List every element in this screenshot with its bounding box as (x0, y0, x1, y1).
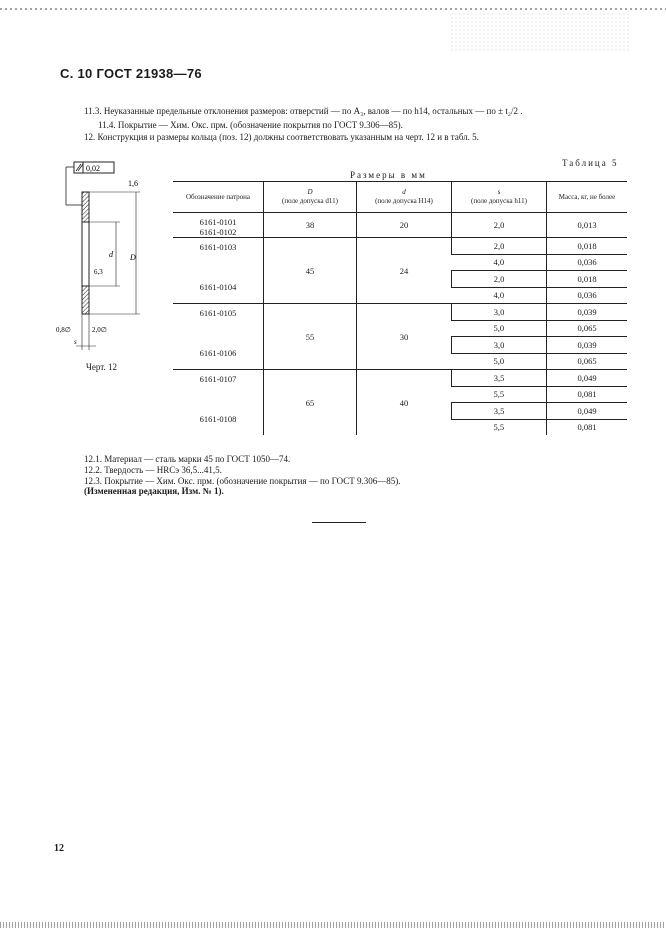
mass-cell: 0,065 (547, 320, 628, 337)
designation-cell: 6161-0106 (173, 337, 264, 370)
scan-noise-bottom (0, 922, 666, 928)
page-number: 12 (54, 843, 64, 854)
ring-section-bottom (82, 286, 89, 314)
dim-s-label: s (74, 338, 77, 346)
s-cell: 5,0 (452, 353, 547, 370)
header-d: d (поле допуска H14) (357, 182, 452, 213)
note-12-3: 12.3. Покрытие — Хим. Окс. прм. (обозначение покрытия — по ГОСТ 9.306—85). (84, 476, 401, 486)
header-designation: Обозначение патрона (173, 182, 264, 213)
tolerance-value: 0,02 (86, 164, 100, 173)
mass-cell: 0,049 (547, 403, 628, 420)
d-cell: 24 (357, 238, 452, 304)
designation-cell: 6161-0107 (199, 374, 237, 384)
mass-cell: 0,065 (547, 353, 628, 370)
s-cell: 3,5 (452, 370, 547, 387)
designation-cell: 6161-0101 6161-0102 (173, 213, 264, 238)
chamfer-left: 0,8∅ (56, 326, 71, 334)
mass-cell: 0,013 (547, 213, 628, 238)
mass-cell: 0,039 (547, 337, 628, 354)
s-cell: 2,0 (452, 238, 547, 255)
s-cell: 3,5 (452, 403, 547, 420)
paragraph-11-4: 11.4. Покрытие — Хим. Окс. прм. (обозначение покрытия по ГОСТ 9.306—85). (98, 120, 403, 130)
dim-d-label: d (109, 250, 113, 259)
dim-top-value: 1,6 (128, 179, 138, 188)
table-label: Таблица 5 (562, 158, 619, 168)
D-cell: 55 (264, 304, 357, 370)
d-cell: 40 (357, 370, 452, 436)
mass-cell: 0,081 (547, 386, 628, 403)
s-cell: 3,0 (452, 337, 547, 354)
designation-cell: 6161-0105 (199, 308, 237, 318)
drawing-caption: Черт. 12 (86, 362, 117, 372)
s-cell: 4,0 (452, 287, 547, 304)
s-cell: 2,0 (452, 271, 547, 288)
s-cell: 2,0 (452, 213, 547, 238)
mass-cell: 0,018 (547, 271, 628, 288)
edition-note: (Измененная редакция, Изм. № 1). (84, 486, 224, 496)
header-D: D (поле допуска d11) (264, 182, 357, 213)
D-cell: 38 (264, 213, 357, 238)
table-5 (173, 181, 627, 435)
s-cell: 4,0 (452, 254, 547, 271)
mass-cell: 0,039 (547, 304, 628, 321)
page-header: С. 10 ГОСТ 21938—76 (60, 66, 202, 81)
roughness-value: 6,3 (94, 268, 103, 276)
s-cell: 5,0 (452, 320, 547, 337)
mass-cell: 0,049 (547, 370, 628, 387)
D-cell: 45 (264, 238, 357, 304)
s-cell: 5,5 (452, 386, 547, 403)
ring-section-top (82, 192, 89, 222)
mass-cell: 0,081 (547, 419, 628, 435)
header-s: s (поле допуска h11) (452, 182, 547, 213)
note-12-1: 12.1. Материал — сталь марки 45 по ГОСТ 1050—74. (84, 454, 291, 464)
section-end-rule (312, 522, 366, 523)
paragraph-11-3: 11.3. Неуказанные предельные отклонения размеров: отверстий — по A₃, валов — по h14, остальных — по ± t₂/2 . (84, 106, 523, 116)
mass-cell: 0,036 (547, 287, 628, 304)
paragraph-12: 12. Конструкция и размеры кольца (поз. 12) должны соответствовать указанным на черт. 12 и в табл. 5. (84, 132, 479, 142)
d-cell: 30 (357, 304, 452, 370)
d-cell: 20 (357, 213, 452, 238)
s-cell: 3,0 (452, 304, 547, 321)
designation-cell: 6161-0104 (173, 271, 264, 304)
designation-cell: 6161-0103 (199, 242, 237, 252)
ring-drawing (52, 160, 152, 360)
header-mass: Масса, кг, не более (547, 182, 628, 213)
chamfer-right: 2,0∅ (92, 326, 107, 334)
designation-cell: 6161-0108 (199, 413, 237, 424)
mass-cell: 0,018 (547, 238, 628, 255)
scan-noise-top (0, 8, 666, 10)
scan-noise-corner (450, 12, 630, 52)
D-cell: 65 (264, 370, 357, 436)
note-12-2: 12.2. Твердость — HRCэ 36,5...41,5. (84, 465, 222, 475)
dim-D-label: D (130, 253, 136, 262)
mass-cell: 0,036 (547, 254, 628, 271)
s-cell: 5,5 (493, 422, 505, 433)
table-units: Размеры в мм (350, 170, 427, 180)
